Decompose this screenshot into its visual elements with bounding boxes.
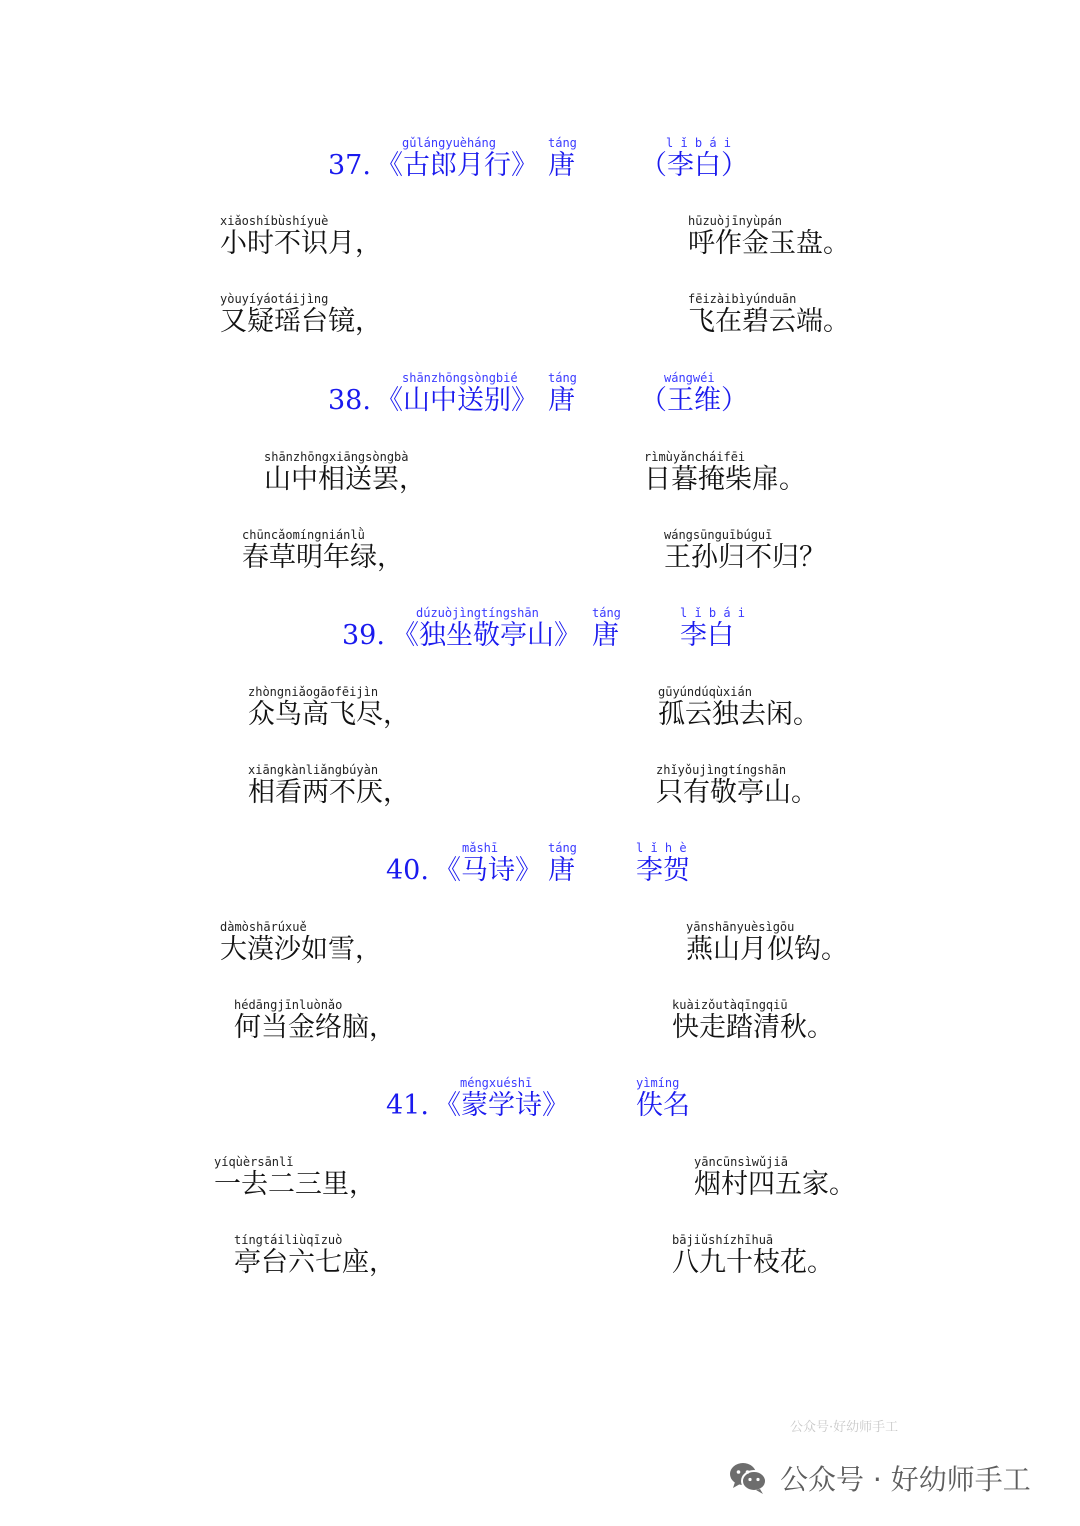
wechat-icon [728, 1461, 768, 1495]
pinyin: shānzhōngsòngbié [402, 371, 518, 385]
hanzi: 《蒙学诗》 [434, 1090, 569, 1121]
poem-page: 37. gǔlángyuèháng 《古郎月行》 táng 唐 l ǐ b á i （李白） xiǎoshíbùshíyuè 小时不识月， hūzuòjīnyùpán 呼作金玉盘。 yòuyíyáotáijìng 又疑瑶台镜， fēizàibìyúnduān 飞在碧云端。 38. shānzhōngsòngbié 《山中送别》 táng 唐 wángwéi （王维） shānzhōngxiāngsòngbà 山中相送罢， rìmùyǎncháifēi 日暮掩柴扉。 chūncǎomíngniánlǜ 春草明年绿， wángsūnguībúguī 王孙归不归？ 39. dúzuòjìngtíngshān 《独坐敬亭山》 táng 唐 l ǐ b á i 李白 zhòngniǎogāofēijìn 众鸟高飞尽， gūyúndúqùxián 孤云独去闲。 xiāngkànliǎngbúyàn 相看两不厌， zhǐyǒujìngtíngshān 只有敬亭山。 40. mǎshī 《马诗》 táng 唐 l ǐ h è 李贺 dàmòshārúxuě 大漠沙如雪， yānshānyuèsìgōu 燕山月似钩。 hédāngjīnluònǎo 何当金络脑， kuàizǒutàqīngqiū 快走踏清秋。 41. méngxuéshī 《蒙学诗》 yìmíng 佚名 yíqùèrsānlǐ 一去二三里， yāncūnsìwǔjiā 烟村四五家。 tíngtáiliùqīzuò 亭台六七座， bājiǔshízhīhuā 八九十枝花。 公众号·好幼师手工 公众号 · 好幼师手工 [214, 136, 1031, 1496]
pinyin: rìmùyǎncháifēi [644, 450, 746, 464]
watermark: 公众号·好幼师手工 [790, 1420, 899, 1435]
hanzi: 快走踏清秋。 [672, 1012, 834, 1043]
pinyin: xiǎoshíbùshíyuè [220, 214, 329, 228]
hanzi: 八九十枝花。 [672, 1247, 834, 1278]
hanzi: 《山中送别》 [376, 385, 538, 416]
hanzi: 李白 [680, 620, 734, 651]
pinyin: fēizàibìyúnduān [688, 292, 797, 306]
footer-text: 公众号 · 好幼师手工 [780, 1463, 1031, 1496]
hanzi: 只有敬亭山。 [656, 777, 818, 808]
hanzi: （李白） [640, 150, 748, 181]
pinyin: táng [548, 841, 577, 855]
pinyin: hédāngjīnluònǎo [234, 998, 343, 1012]
pinyin: hūzuòjīnyùpán [688, 214, 782, 228]
hanzi: 呼作金玉盘。 [688, 228, 850, 259]
pinyin: mǎshī [462, 841, 499, 855]
hanzi: 山中相送罢， [264, 464, 426, 495]
hanzi: 《古郎月行》 [376, 150, 538, 181]
pinyin: gūyúndúqùxián [658, 685, 752, 699]
hanzi: 《马诗》 [434, 855, 542, 886]
pinyin: méngxuéshī [460, 1076, 533, 1090]
pinyin: zhǐyǒujìngtíngshān [656, 763, 787, 777]
pinyin: wángwéi [664, 371, 715, 385]
hanzi: 李贺 [636, 855, 690, 886]
pinyin: tíngtáiliùqīzuò [234, 1233, 343, 1247]
hanzi: 王孙归不归？ [664, 542, 826, 573]
pinyin: kuàizǒutàqīngqiū [672, 998, 788, 1012]
pinyin: bājiǔshízhīhuā [672, 1233, 774, 1247]
hanzi: 小时不识月， [220, 228, 382, 259]
pinyin: yòuyíyáotáijìng [220, 292, 329, 306]
hanzi: 何当金络脑， [234, 1012, 396, 1043]
pinyin: gǔlángyuèháng [402, 136, 496, 150]
hanzi: 《独坐敬亭山》 [392, 620, 581, 651]
hanzi: 飞在碧云端。 [688, 306, 850, 337]
hanzi: 唐 [548, 385, 575, 416]
pinyin: yānshānyuèsìgōu [686, 920, 795, 934]
hanzi: 唐 [592, 620, 619, 651]
hanzi: 日暮掩柴扉。 [644, 464, 806, 495]
pinyin: dàmòshārúxuě [220, 920, 307, 934]
pinyin: shānzhōngxiāngsòngbà [264, 450, 409, 464]
pinyin: chūncǎomíngniánlǜ [242, 528, 365, 542]
pinyin: xiāngkànliǎngbúyàn [248, 763, 379, 777]
hanzi: 佚名 [636, 1090, 690, 1121]
hanzi: 唐 [548, 855, 575, 886]
pinyin: táng [548, 371, 577, 385]
pinyin: l ǐ h è [636, 841, 687, 855]
hanzi: 孤云独去闲。 [658, 699, 820, 730]
pinyin: táng [592, 606, 621, 620]
pinyin: l ǐ b á i [680, 606, 746, 620]
pinyin: zhòngniǎogāofēijìn [248, 685, 379, 699]
hanzi: 亭台六七座， [234, 1247, 396, 1278]
hanzi: 又疑瑶台镜， [220, 306, 382, 337]
pinyin: yíqùèrsānlǐ [214, 1155, 294, 1169]
hanzi: 相看两不厌， [248, 777, 410, 808]
hanzi: 烟村四五家。 [694, 1169, 856, 1200]
pinyin: yāncūnsìwǔjiā [694, 1155, 788, 1169]
pinyin: yìmíng [636, 1076, 680, 1090]
pinyin: dúzuòjìngtíngshān [416, 606, 539, 620]
hanzi: （王维） [640, 385, 748, 416]
footer-credit [728, 1458, 1031, 1498]
pinyin: l ǐ b á i [666, 136, 732, 150]
hanzi: 燕山月似钩。 [686, 934, 848, 965]
hanzi: 一去二三里， [214, 1169, 376, 1200]
pinyin: táng [548, 136, 577, 150]
pinyin: wángsūnguībúguī [664, 528, 773, 542]
hanzi: 众鸟高飞尽， [248, 699, 410, 730]
hanzi: 唐 [548, 150, 575, 181]
hanzi: 大漠沙如雪， [220, 934, 382, 965]
hanzi: 春草明年绿， [242, 542, 404, 573]
